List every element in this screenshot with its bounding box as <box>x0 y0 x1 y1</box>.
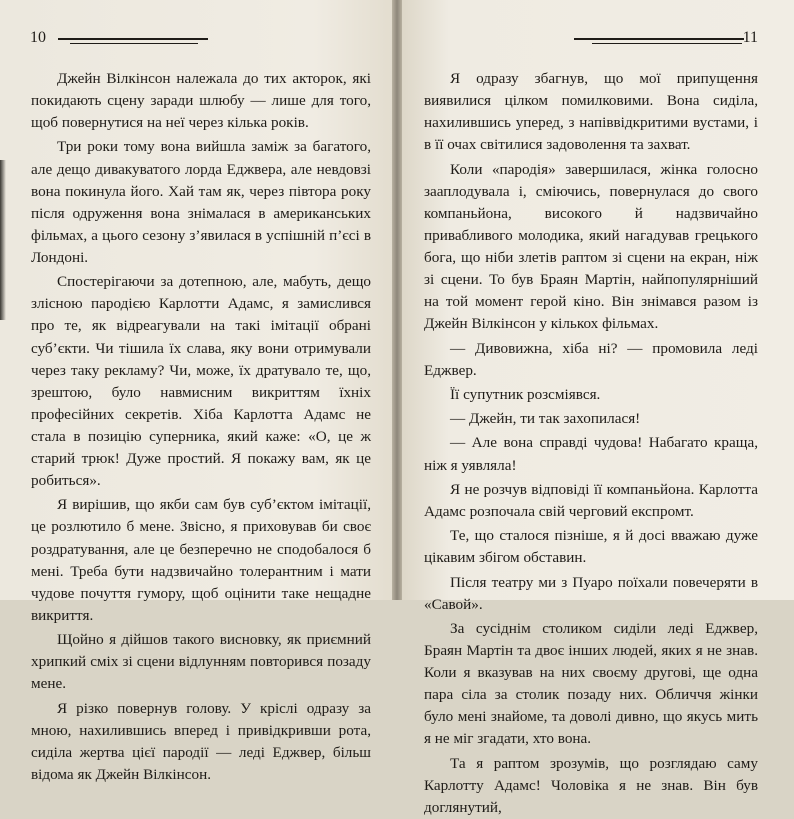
header-rule <box>592 43 742 44</box>
paragraph: Я не розчув відповіді її компаньйона. Карлотта Адамс розпочала свій черговий експромт. <box>424 480 758 520</box>
header-rule <box>58 38 208 40</box>
body-text <box>31 68 371 786</box>
header-rule <box>70 43 198 44</box>
paragraph: Щойно я дійшов такого висновку, як приємний хрипкий сміх зі сцени відлунням повторився позаду мене. <box>31 631 371 693</box>
paragraph: Та я раптом зрозумів, що розглядаю саму Карлотту Адамс! Чоловіка я не знав. Він був доглянутий, <box>424 754 758 816</box>
right-page <box>402 0 794 816</box>
body-text <box>424 68 758 819</box>
left-page <box>0 0 392 783</box>
paragraph: Джейн Вілкінсон належала до тих акторок, які покидають сцену заради шлюбу — лише для того, щоб повернутися на неї через кілька років. <box>31 70 371 132</box>
page-number: 10 <box>30 29 46 46</box>
paragraph: — Дивовижна, хіба ні? — промовила леді Еджвер. <box>424 339 758 379</box>
paragraph: Спостерігаючи за дотепною, але, мабуть, дещо злісною пародією Карлотти Адамс, я замислився про те, як відреагували на такі імітації обрані суб’єкти. Чи тішила їх слава, яку вони отримували через таку рекламу? Чи, може, їх дратувало те, що, зрештою, було навмисним викриттям їхніх професійних секретів. Хіба Карлотта Адамс не стала в позицію суперника, який каже: «О, це ж старий трюк! Дуже простий. Я покажу вам, як це робиться». <box>31 273 371 490</box>
page-number: 11 <box>742 29 758 46</box>
page-edge-shadow <box>0 160 6 320</box>
header-rule <box>574 38 744 40</box>
paragraph: Я різко повернув голову. У кріслі одразу за мною, нахилившись вперед і привідкривши рота, сиділа жертва цієї пародії — леді Еджвер, більш відома як Джейн Вілкінсон. <box>31 699 371 783</box>
paragraph: Її супутник розсміявся. <box>450 385 601 403</box>
paragraph: Коли «пародія» завершилася, жінка голосно зааплодувала і, сміючись, повернулася до свого компаньйона, високого й надзвичайно привабливого молодика, який нагадував грецького бога, що ніби злетів раптом зі сцени на екран, ніж зі сцени. То був Браян Мартін, найпопулярніший на той момент герой кіно. Він знімався разом із Джейн Вілкінсон у кількох фільмах. <box>424 160 758 333</box>
paragraph: За сусіднім столиком сиділи леді Еджвер, Браян Мартін та двоє інших людей, яких я не знав. Коли я вказував на них своєму другові, ще одна пара сіла за столик позаду них. Обличчя жінки було мені знайоме, та доволі дивно, що якусь мить я не міг згадати, хто вона. <box>424 619 758 748</box>
paragraph: Три роки тому вона вийшла заміж за багатого, але дещо дивакуватого лорда Еджвера, але невдовзі вона покинула його. Хай там як, через півтора року після одруження вона знімалася в американських фільмах, а цього сезону з’явилася в успішній п’єсі в Лондоні. <box>31 138 371 266</box>
paragraph: — Джейн, ти так захопилася! <box>450 410 641 428</box>
paragraph: Я вирішив, що якби сам був суб’єктом імітації, це розлютило б мене. Звісно, я приховував би своє роздратування, але це безперечно не сподобалося б мені. Треба бути надзвичайно толерантним і мати чудове почуття гумору, щоб оцінити таке нещадне викриття. <box>31 496 371 624</box>
paragraph: — Але вона справді чудова! Набагато краща, ніж я уявляла! <box>424 434 758 474</box>
book-gutter <box>392 0 402 600</box>
paragraph: Я одразу збагнув, що мої припущення виявилися цілком помилковими. Вона сиділа, нахилившись уперед, з напіввідкритими вустами, і в її очах світилися задоволення та захват. <box>424 70 758 154</box>
paragraph: Те, що сталося пізніше, я й досі вважаю дуже цікавим збігом обставин. <box>424 527 758 567</box>
paragraph: Після театру ми з Пуаро поїхали повечеряти в «Савой». <box>424 573 758 613</box>
